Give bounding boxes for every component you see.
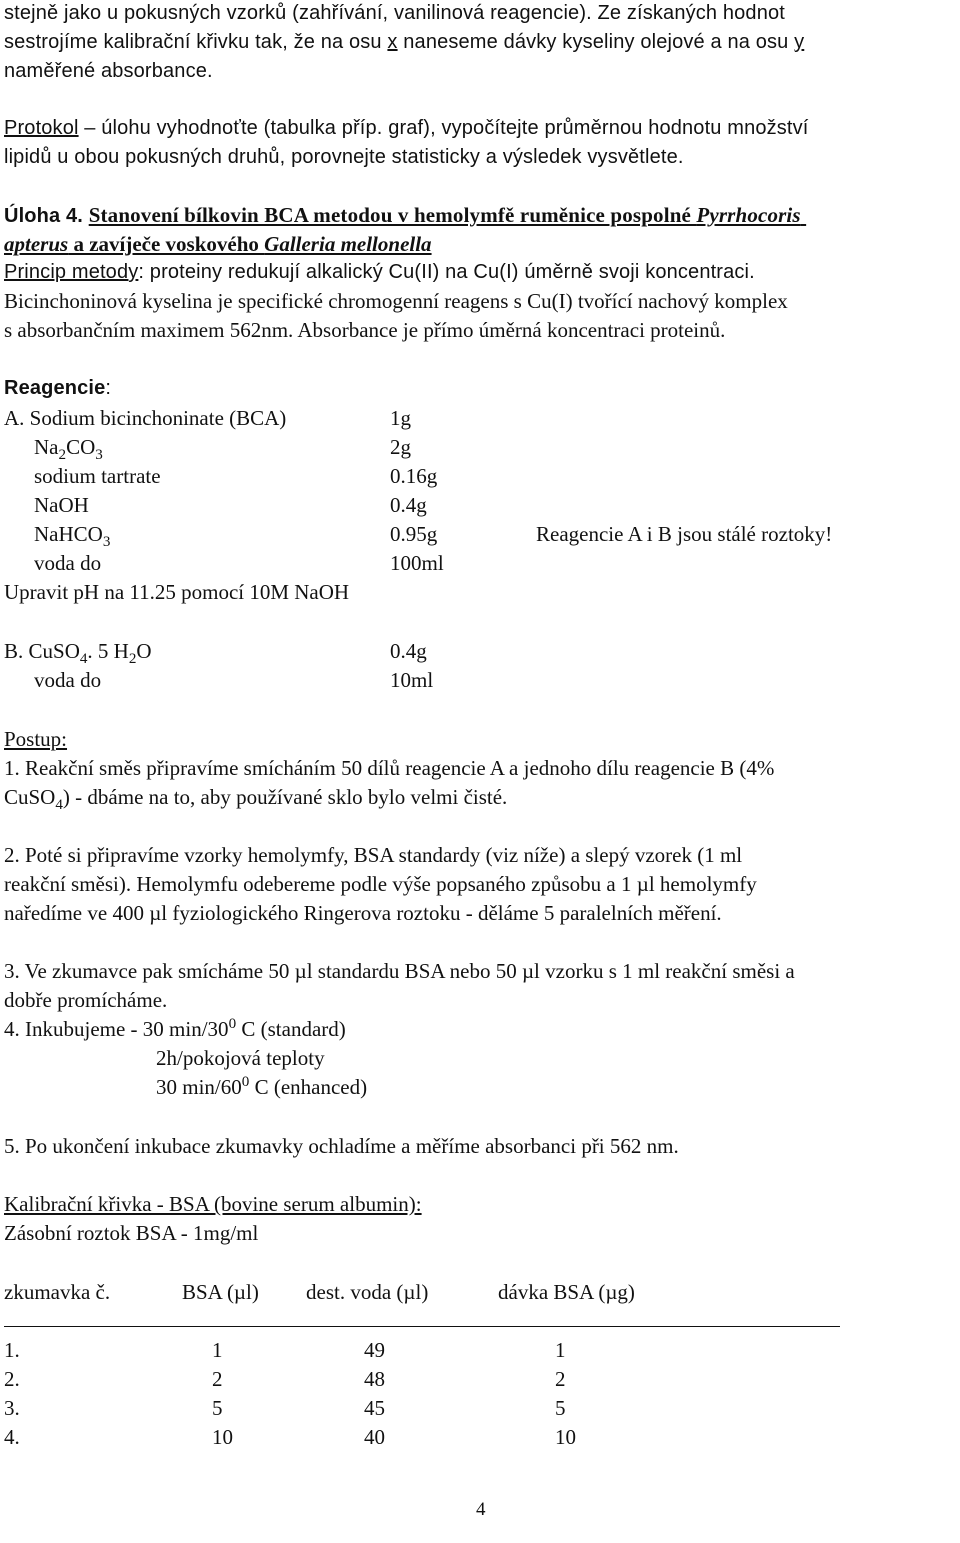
- reagent-name: [34, 435, 103, 464]
- table-cell: 49: [364, 1338, 385, 1362]
- table-cell: 2: [555, 1367, 566, 1391]
- table-header-dose: dávka BSA (µg): [498, 1280, 635, 1304]
- title-trailing-space: [801, 203, 806, 227]
- task4-title: [89, 203, 806, 227]
- table-cell: 1: [555, 1338, 566, 1362]
- table-cell: 10: [212, 1425, 233, 1449]
- principle-line: [4, 262, 755, 282]
- table-cell: 10: [555, 1425, 576, 1449]
- formula-part: O: [136, 639, 152, 663]
- table-cell: 2.: [4, 1367, 20, 1391]
- procedure-step-4-option: [156, 1074, 368, 1099]
- procedure-step-3-cont: dobře promícháme.: [4, 988, 168, 1012]
- formula-subscript: 3: [95, 447, 103, 464]
- procedure-text: C (enhanced): [249, 1075, 368, 1099]
- table-divider: [4, 1326, 840, 1327]
- reagent-amount: 1g: [390, 406, 411, 430]
- species-name: apterus: [4, 232, 69, 256]
- task4-heading-line-1: [4, 205, 806, 226]
- reagent-amount: 2g: [390, 435, 411, 459]
- reagent-amount: 0.95g: [390, 522, 438, 546]
- task4-title-text: a zavíječe voskového: [68, 232, 265, 256]
- protocol-label: Protokol: [4, 117, 79, 139]
- reagent-name: [34, 522, 111, 551]
- ph-adjust-line: Upravit pH na 11.25 pomocí 10M NaOH: [4, 580, 350, 604]
- stock-solution-line: Zásobní roztok BSA - 1mg/ml: [4, 1221, 259, 1245]
- reagent-name: voda do: [34, 551, 102, 575]
- species-name: Pyrrhocoris: [696, 203, 801, 227]
- degree-superscript: 0: [228, 1016, 237, 1032]
- protocol-text: – úlohu vyhodnoťte (tabulka příp. graf), vypočítejte průměrnou hodnotu množství: [78, 117, 809, 139]
- formula-subscript: 3: [102, 534, 111, 551]
- procedure-step-4: [4, 1016, 346, 1041]
- table-header-tube: zkumavka č.: [4, 1280, 111, 1304]
- procedure-step-1: 1. Reakční směs připravíme smícháním 50 dílů reagencie A a jednoho dílu reagencie B (4%: [4, 756, 775, 780]
- formula-subscript: 4: [55, 797, 63, 814]
- table-cell: 40: [364, 1425, 385, 1449]
- procedure-text: 30 min/60: [156, 1075, 242, 1099]
- formula-subscript: 4: [79, 651, 88, 668]
- procedure-step-4-option: 2h/pokojová teploty: [156, 1046, 325, 1070]
- page-number: 4: [476, 1499, 486, 1520]
- table-header-water: dest. voda (µl): [306, 1280, 429, 1304]
- formula-part: NaHCO: [34, 522, 103, 546]
- procedure-step-2-cont: naředíme ve 400 µl fyziologického Ringerova roztoku - děláme 5 paralelních měření.: [4, 901, 722, 925]
- formula-part: CuSO: [4, 785, 56, 809]
- table-cell: 3.: [4, 1396, 20, 1420]
- table-cell: 4.: [4, 1425, 20, 1449]
- reagent-amount: 10ml: [390, 668, 434, 692]
- intro-line-1: stejně jako u pokusných vzorků (zahřívání, vanilinová reagencie). Ze získaných hodnot: [4, 2, 785, 24]
- table-cell: 2: [212, 1367, 223, 1391]
- species-name: Galleria mellonella: [264, 232, 432, 256]
- axis-x-label: x: [387, 31, 398, 53]
- principle-label: Princip metody: [4, 261, 139, 283]
- procedure-step-2-cont: reakční směsi). Hemolymfu odebereme podle výše popsaného způsobu a 1 µl hemolymfy: [4, 872, 757, 896]
- reagent-name: voda do: [34, 668, 102, 692]
- principle-line-3: s absorbančním maximem 562nm. Absorbance je přímo úměrná koncentraci proteinů.: [4, 318, 726, 342]
- procedure-text: 4. Inkubujeme - 30 min/30: [4, 1017, 229, 1041]
- formula-part: CO: [66, 435, 96, 459]
- formula-subscript: 2: [58, 447, 67, 464]
- reagent-name: [4, 639, 152, 668]
- reagent-amount: 0.4g: [390, 493, 427, 517]
- table-cell: 45: [364, 1396, 385, 1420]
- table-cell: 1: [212, 1338, 223, 1362]
- reagents-heading: [4, 378, 111, 398]
- procedure-step-1-cont: [4, 785, 508, 814]
- formula-part: Na: [34, 435, 59, 459]
- protocol-line-2: lipidů u obou pokusných druhů, porovnejte statisticky a výsledek vysvětlete.: [4, 146, 684, 168]
- procedure-text: C (standard): [236, 1017, 346, 1041]
- procedure-step-2: 2. Poté si připravíme vzorky hemolymfy, BSA standardy (viz níže) a slepý vzorek (1 ml: [4, 843, 743, 867]
- table-cell: 5: [212, 1396, 223, 1420]
- principle-line-2: Bicinchoninová kyselina je specifické chromogenní reagens s Cu(I) tvořící nachový komplex: [4, 289, 788, 313]
- task4-title-text: Stanovení bílkovin BCA metodou v hemolymfě ruměnice pospolné: [88, 203, 697, 227]
- formula-subscript: 2: [128, 651, 137, 668]
- reagent-name: sodium tartrate: [34, 464, 161, 488]
- reagents-stability-note: Reagencie A i B jsou stálé roztoky!: [536, 522, 833, 546]
- intro-line-3: naměřené absorbance.: [4, 60, 213, 82]
- task4-heading-line-2: [4, 234, 432, 255]
- intro-text: naneseme dávky kyseliny olejové a na osu: [397, 31, 795, 53]
- reagents-heading-text: Reagencie: [4, 377, 106, 399]
- reagent-name: NaOH: [34, 493, 89, 517]
- table-cell: 48: [364, 1367, 385, 1391]
- reagent-amount: 0.4g: [390, 639, 427, 663]
- intro-text: sestrojíme kalibrační křivku tak, že na osu: [4, 31, 388, 53]
- table-cell: 1.: [4, 1338, 20, 1362]
- procedure-heading: Postup:: [4, 727, 68, 751]
- formula-part: B. CuSO: [4, 639, 80, 663]
- reagent-amount: 0.16g: [390, 464, 438, 488]
- procedure-step-3: 3. Ve zkumavce pak smícháme 50 µl standardu BSA nebo 50 µl vzorku s 1 ml reakční směsi a: [4, 959, 795, 983]
- principle-text: : proteiny redukují alkalický Cu(II) na Cu(I) úměrně svoji koncentraci.: [138, 261, 755, 283]
- reagent-name: A. Sodium bicinchoninate (BCA): [4, 406, 287, 430]
- table-header-bsa: BSA (µl): [182, 1280, 259, 1304]
- intro-line-2: [4, 32, 804, 52]
- calibration-heading: Kalibrační křivka - BSA (bovine serum albumin):: [4, 1192, 422, 1216]
- degree-superscript: 0: [241, 1074, 250, 1090]
- formula-part: . 5 H: [87, 639, 129, 663]
- task4-label: Úloha 4.: [4, 205, 89, 227]
- protocol-line-1: [4, 118, 809, 138]
- axis-y-label: y: [794, 31, 805, 53]
- reagents-heading-colon: :: [105, 377, 112, 399]
- procedure-text: ) - dbáme na to, aby používané sklo bylo velmi čisté.: [62, 785, 508, 809]
- reagent-amount: 100ml: [390, 551, 444, 575]
- procedure-step-5: 5. Po ukončení inkubace zkumavky ochladíme a měříme absorbanci při 562 nm.: [4, 1134, 679, 1158]
- table-cell: 5: [555, 1396, 566, 1420]
